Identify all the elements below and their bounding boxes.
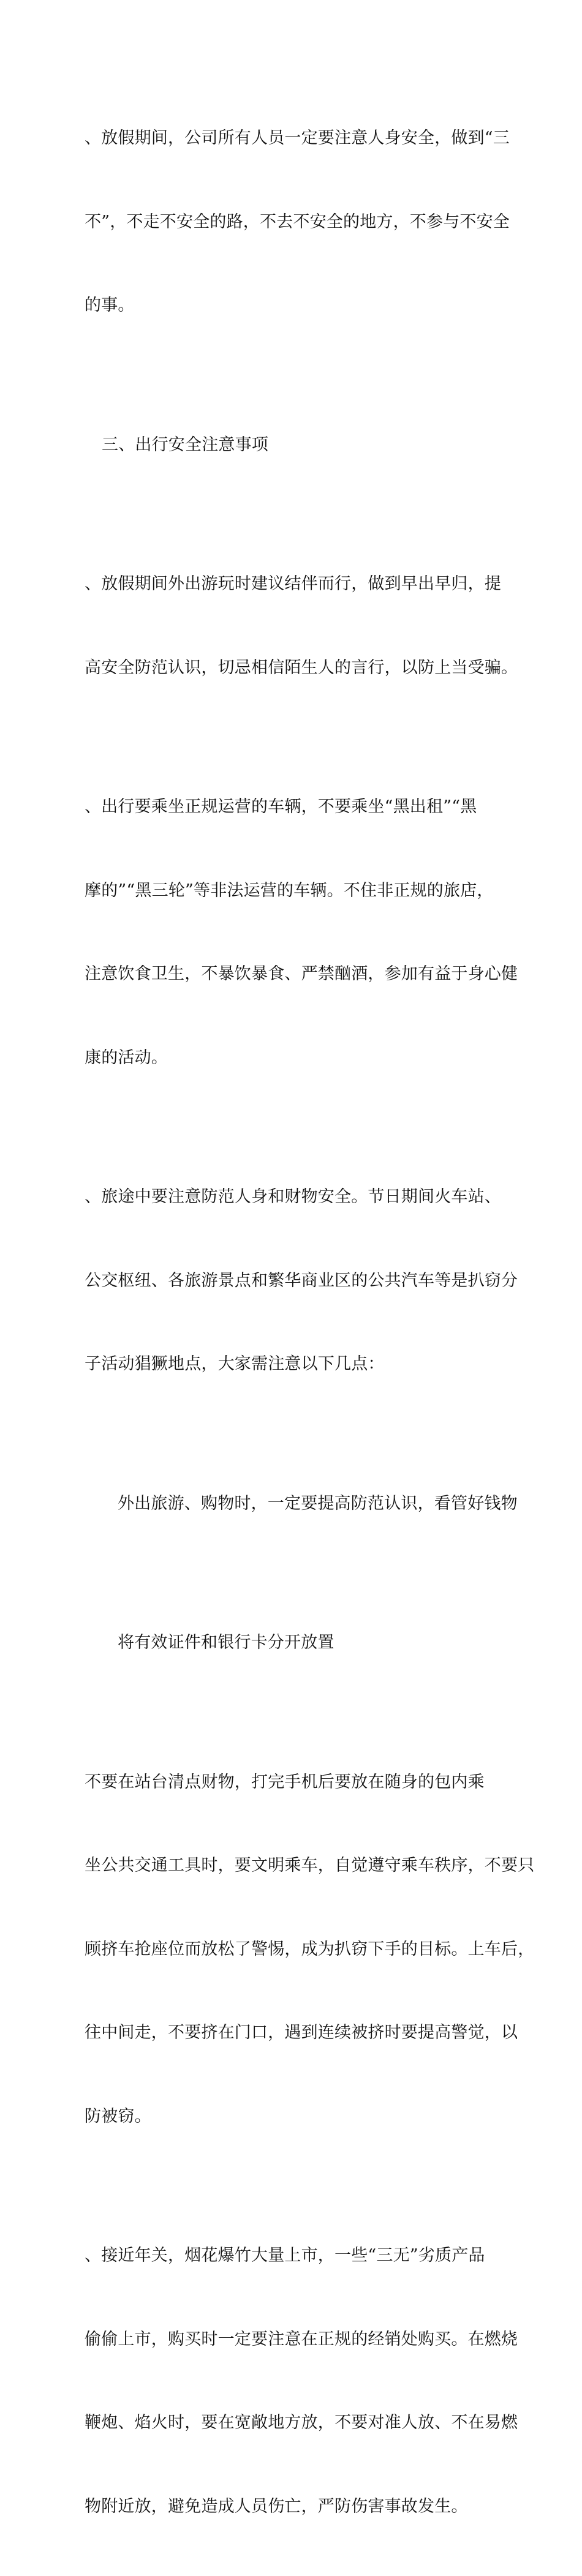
text-line: 、放假期间，公司所有人员一定要注意人身安全，做到“三 [85,129,510,148]
text-line: 康的活动。 [85,1048,168,1067]
paragraph-public-transport [85,1713,535,2187]
text-line: 、旅途中要注意防范人身和财物安全。节日期间火车站、 [85,1187,501,1206]
text-line: 、接近年关，烟花爆竹大量上市，一些“三无”劣质产品 [85,2246,485,2265]
text-line: 、放假期间外出游玩时建议结伴而行，做到早出早归，提 [85,574,501,593]
text-line: 鞭炮、焰火时，要在宽敞地方放，不要对准人放、不在易燃 [85,2413,518,2432]
paragraph-fireworks-safety [85,2186,518,2576]
paragraph-legal-vehicles [85,737,518,1127]
text-line: 外出旅游、购物时，一定要提高防范认识，看管好钱物 [118,1493,518,1513]
text-line: 防被窃。 [85,2106,151,2126]
text-line: 公交枢纽、各旅游景点和繁华商业区的公共汽车等是扒窃分 [85,1271,518,1290]
text-line: 坐公共交通工具时，要文明乘车，自觉遵守乘车秩序，不要只 [85,1856,535,1875]
text-line: 将有效证件和银行卡分开放置 [118,1633,334,1652]
text-line: 不要在站台清点财物，打完手机后要放在随身的包内乘 [85,1772,485,1792]
paragraph-travel-together [85,514,518,737]
text-line: 物附近放，避免造成人员伤亡，严防伤害事故发生。 [85,2496,468,2516]
text-line: 不”，不走不安全的路，不去不安全的地方，不参与不安全 [85,212,510,231]
text-line: 摩的”“黑三轮”等非法运营的车辆。不住非正规的旅店， [85,881,494,900]
text-line: 偷偷上市，购买时一定要注意在正规的经销处购买。在燃烧 [85,2329,518,2349]
text-line: 高安全防范认识，切忌相信陌生人的言行，以防上当受骗。 [85,658,518,677]
text-line: 顾挤车抢座位而放松了警惕，成为扒窃下手的目标。上车后， [85,1939,535,1959]
paragraph-personal-safety [85,69,510,375]
text-line: 子活动猖獗地点，大家需注意以下几点： [85,1354,385,1373]
text-line: 注意饮食卫生，不暴饮暴食、严禁酗酒，参加有益于身心健 [85,964,518,983]
text-line: 往中间走，不要挤在门口，遇到连续被挤时要提高警觉，以 [85,2023,518,2042]
section-heading-travel-safety [85,375,507,515]
text-line: 的事。 [85,296,135,315]
text-line: 、出行要乘坐正规运营的车辆，不要乘坐“黑出租”“黑 [85,797,477,816]
section-heading-text: 三、出行安全注意事项 [102,435,268,454]
list-item-shopping-vigilance [85,1434,518,1574]
paragraph-property-safety [85,1127,518,1434]
list-item-separate-cards [85,1573,507,1713]
document-body [85,69,535,2576]
